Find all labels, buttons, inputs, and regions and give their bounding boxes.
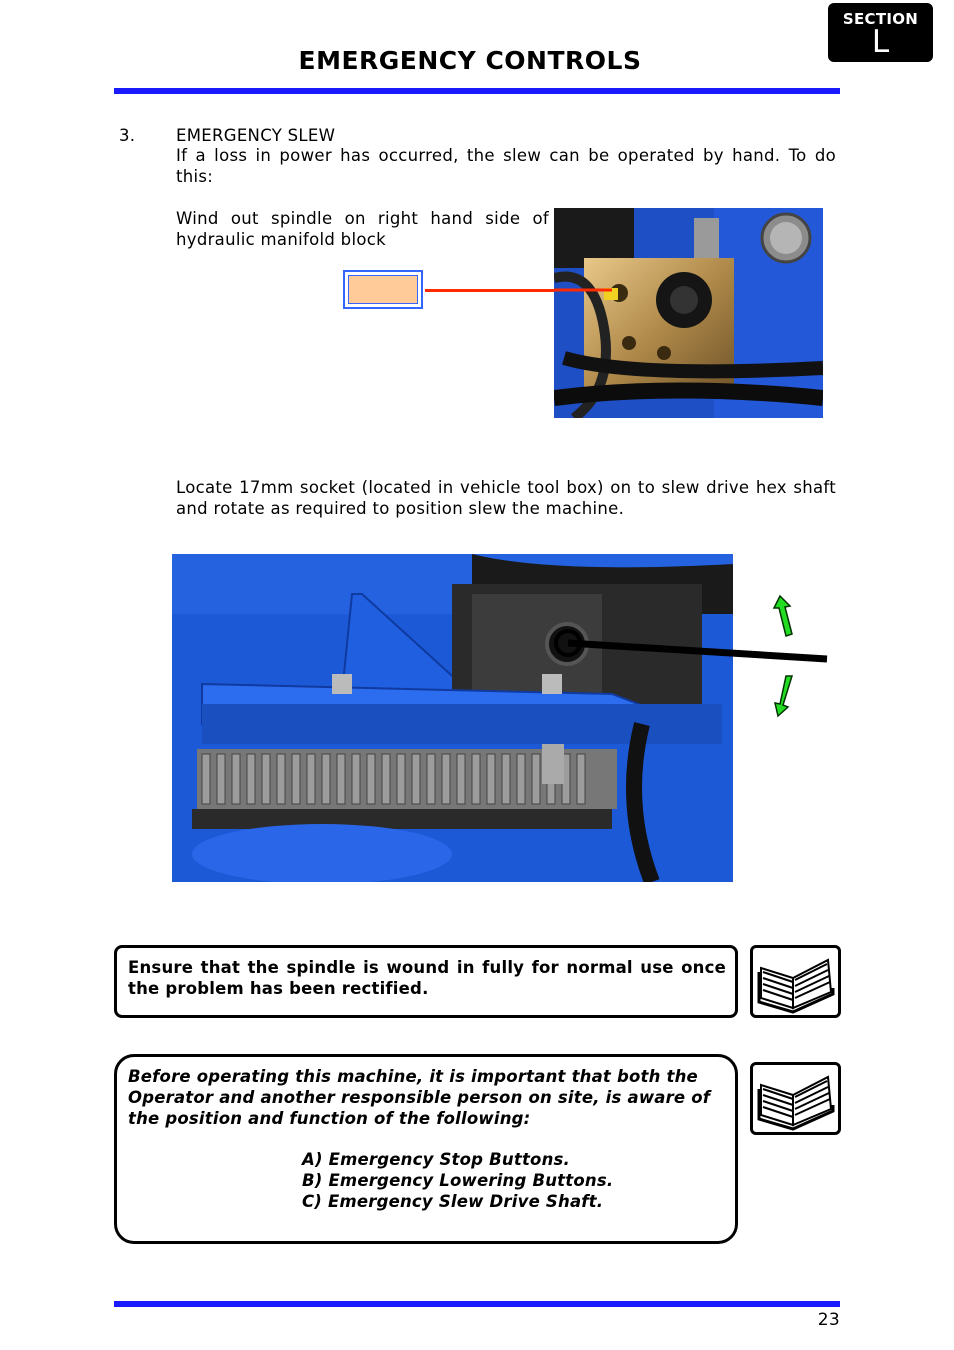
manifold-photo xyxy=(554,208,823,418)
step-number: 3. xyxy=(119,126,136,145)
section-letter: L xyxy=(871,24,890,60)
instruction-socket: Locate 17mm socket (located in vehicle tool box) on to slew drive hex shaft and rotate as required to position slew the machine. xyxy=(176,478,836,518)
header-rule xyxy=(114,88,840,94)
instruction-wind-spindle: Wind out spindle on right hand side of hydraulic manifold block xyxy=(176,209,549,249)
note-spindle-text: Ensure that the spindle is wound in fully for normal use once the problem has been rectified. xyxy=(128,958,726,998)
note-box-spindle xyxy=(114,945,738,1018)
book-icon xyxy=(753,1065,838,1132)
note-item-a: A) Emergency Stop Buttons. xyxy=(302,1150,571,1169)
page-number: 23 xyxy=(817,1310,840,1330)
callout-box xyxy=(343,270,423,309)
step-heading: EMERGENCY SLEW xyxy=(176,126,336,145)
book-icon-box-2 xyxy=(750,1062,841,1135)
note-box-awareness xyxy=(114,1054,738,1244)
book-icon xyxy=(753,948,838,1015)
book-icon-box-1 xyxy=(750,945,841,1018)
section-label: SECTION xyxy=(842,10,919,28)
step-intro: If a loss in power has occurred, the slew can be operated by hand. To do this: xyxy=(176,146,836,186)
note-awareness-intro: Before operating this machine, it is important that both the Operator and another responsible person on site, is aware of the position and function of the following: xyxy=(128,1067,711,1128)
note-item-c: C) Emergency Slew Drive Shaft. xyxy=(302,1192,604,1211)
arrow-down-icon xyxy=(772,674,800,718)
page-title: EMERGENCY CONTROLS xyxy=(298,46,642,75)
note-item-b: B) Emergency Lowering Buttons. xyxy=(302,1171,614,1190)
arrow-up-icon xyxy=(772,594,800,638)
footer-rule xyxy=(114,1301,840,1307)
